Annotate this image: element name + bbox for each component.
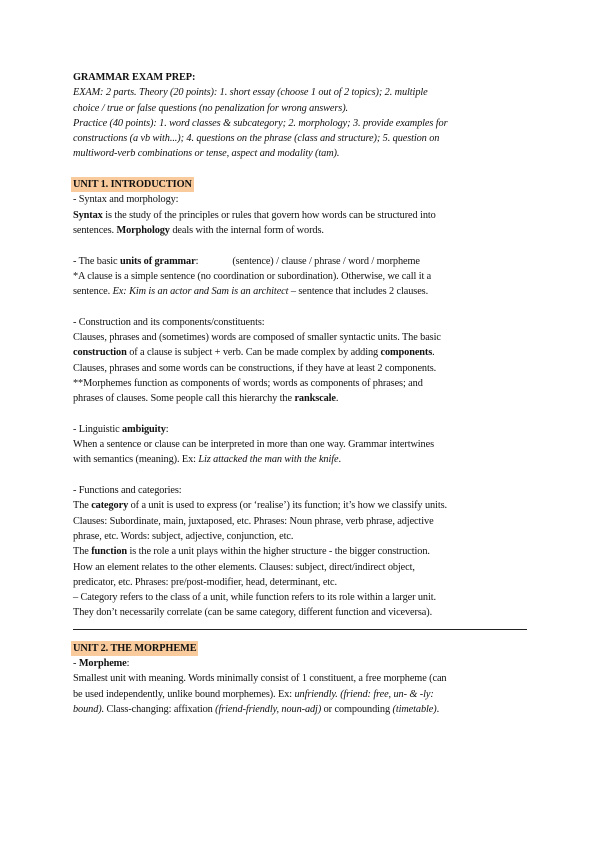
exam-line: choice / true or false questions (no penalization for wrong answers). (73, 102, 349, 114)
document-title: GRAMMAR EXAM PREP: (73, 72, 196, 83)
unit2-heading: UNIT 2. THE MORPHEME (71, 641, 198, 656)
paragraph-line: phrases of clauses. Some people call this hierarchy the rankscale. (73, 393, 339, 405)
syntax-morphology-heading: - Syntax and morphology: (73, 194, 179, 206)
paragraph-line: Clauses: Subordinate, main, juxtaposed, etc. Phrases: Noun phrase, verb phrase, adjective (73, 515, 434, 527)
unit1-heading: UNIT 1. INTRODUCTION (71, 177, 194, 192)
section-divider (73, 629, 527, 630)
paragraph-line: Clauses, phrases and (sometimes) words are composed of smaller syntactic units. The basic (73, 332, 441, 344)
paragraph-line: – Category refers to the class of a unit, while function refers to its role within a larger unit. (73, 592, 436, 604)
morpheme-heading: - Morpheme: (73, 657, 130, 669)
paragraph-line: When a sentence or clause can be interpreted in more than one way. Grammar intertwines (73, 439, 434, 451)
paragraph-line: sentence. Ex: Kim is an actor and Sam is an architect – sentence that includes 2 clauses. (73, 286, 429, 298)
units-of-grammar-line: - The basic units of grammar: (sentence) / clause / phrase / word / morpheme (73, 255, 420, 267)
exam-line: EXAM: 2 parts. Theory (20 points): 1. short essay (choose 1 out of 2 topics); 2. multiple (73, 87, 428, 99)
paragraph-line: The category of a unit is used to express (or ‘realise’) its function; it’s how we classify units. (73, 500, 447, 512)
paragraph-line: They don’t necessarily correlate (can be same category, different function and viceversa). (73, 607, 433, 619)
paragraph-line: Syntax is the study of the principles or rules that govern how words can be structured into (73, 209, 436, 221)
paragraph-line: Clauses, phrases and some words can be constructions, if they have at least 2 components. (73, 362, 437, 374)
functions-heading: - Functions and categories: (73, 485, 182, 497)
paragraph-line: predicator, etc. Phrases: pre/post-modifier, head, determinant, etc. (73, 576, 337, 588)
exam-line: Practice (40 points): 1. word classes & subcategory; 2. morphology; 3. provide examples for (73, 117, 448, 129)
paragraph-line: be used independently, unlike bound morphemes). Ex: unfriendly. (friend: free, un- & -ly: (73, 688, 434, 700)
exam-line: constructions (a vb with...); 4. questions on the phrase (class and structure); 5. question on (73, 133, 440, 145)
ambiguity-heading: - Linguistic ambiguity: (73, 423, 169, 435)
paragraph-line: The function is the role a unit plays within the higher structure - the bigger construction. (73, 546, 430, 558)
paragraph-line: construction of a clause is subject + verb. Can be made complex by adding components. (73, 347, 435, 359)
paragraph-line: with semantics (meaning). Ex: Liz attacked the man with the knife. (73, 454, 341, 466)
paragraph-line: How an element relates to the other elements. Clauses: subject, direct/indirect object, (73, 561, 415, 573)
document-page (73, 70, 529, 717)
paragraph-line: Smallest unit with meaning. Words minimally consist of 1 constituent, a free morpheme (can (73, 673, 447, 685)
exam-line: multiword-verb combinations or tense, aspect and modality (tam). (73, 148, 340, 160)
paragraph-line: bound). Class-changing: affixation (friend-friendly, noun-adj) or compounding (timetable). (73, 703, 440, 715)
paragraph-line: **Morphemes function as components of words; words as components of phrases; and (73, 377, 423, 389)
construction-heading: - Construction and its components/constituents: (73, 316, 265, 328)
paragraph-line: *A clause is a simple sentence (no coordination or subordination). Otherwise, we call it a (73, 270, 432, 282)
paragraph-line: phrase, etc. Words: subject, adjective, conjunction, etc. (73, 530, 294, 542)
paragraph-line: sentences. Morphology deals with the internal form of words. (73, 224, 324, 236)
